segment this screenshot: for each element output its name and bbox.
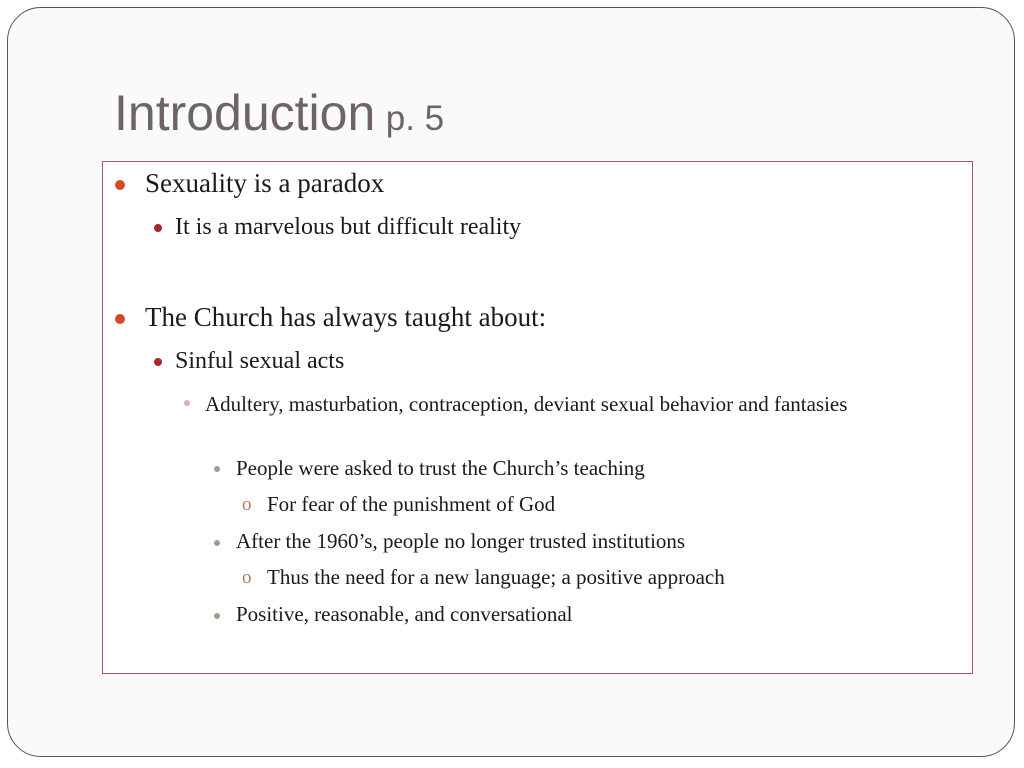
bullet-text: People were asked to trust the Church’s teaching (236, 456, 645, 480)
bullet-icon (214, 540, 220, 546)
bullet-icon (115, 314, 125, 324)
bullet-text: Sexuality is a paradox (145, 168, 385, 198)
bullet-text: Sinful sexual acts (175, 348, 345, 374)
bullet-icon (214, 613, 220, 619)
bullet-text: Positive, reasonable, and conversational (236, 602, 573, 626)
bullet-icon (154, 224, 162, 232)
bullet-text: It is a marvelous but difficult reality (175, 214, 522, 240)
bullet-icon (214, 466, 220, 472)
bullet-icon (154, 358, 162, 366)
slide-title-page-ref: p. 5 (385, 99, 445, 138)
bullet-text: For fear of the punishment of God (267, 492, 556, 516)
slide-title (114, 84, 444, 142)
bullet-icon (184, 400, 190, 406)
slide-title-text: Introduction (114, 85, 376, 141)
bullet-text: The Church has always taught about: (145, 302, 547, 332)
bullet-text: Adultery, masturbation, contraception, deviant sexual behavior and fantasies (205, 392, 848, 416)
content-box (102, 161, 973, 674)
bullet-marker: o (242, 567, 252, 588)
bullet-text: After the 1960’s, people no longer trusted institutions (236, 529, 686, 553)
bullet-marker: o (242, 494, 252, 515)
bullet-icon (115, 180, 125, 190)
bullet-text: Thus the need for a new language; a positive approach (267, 565, 725, 589)
